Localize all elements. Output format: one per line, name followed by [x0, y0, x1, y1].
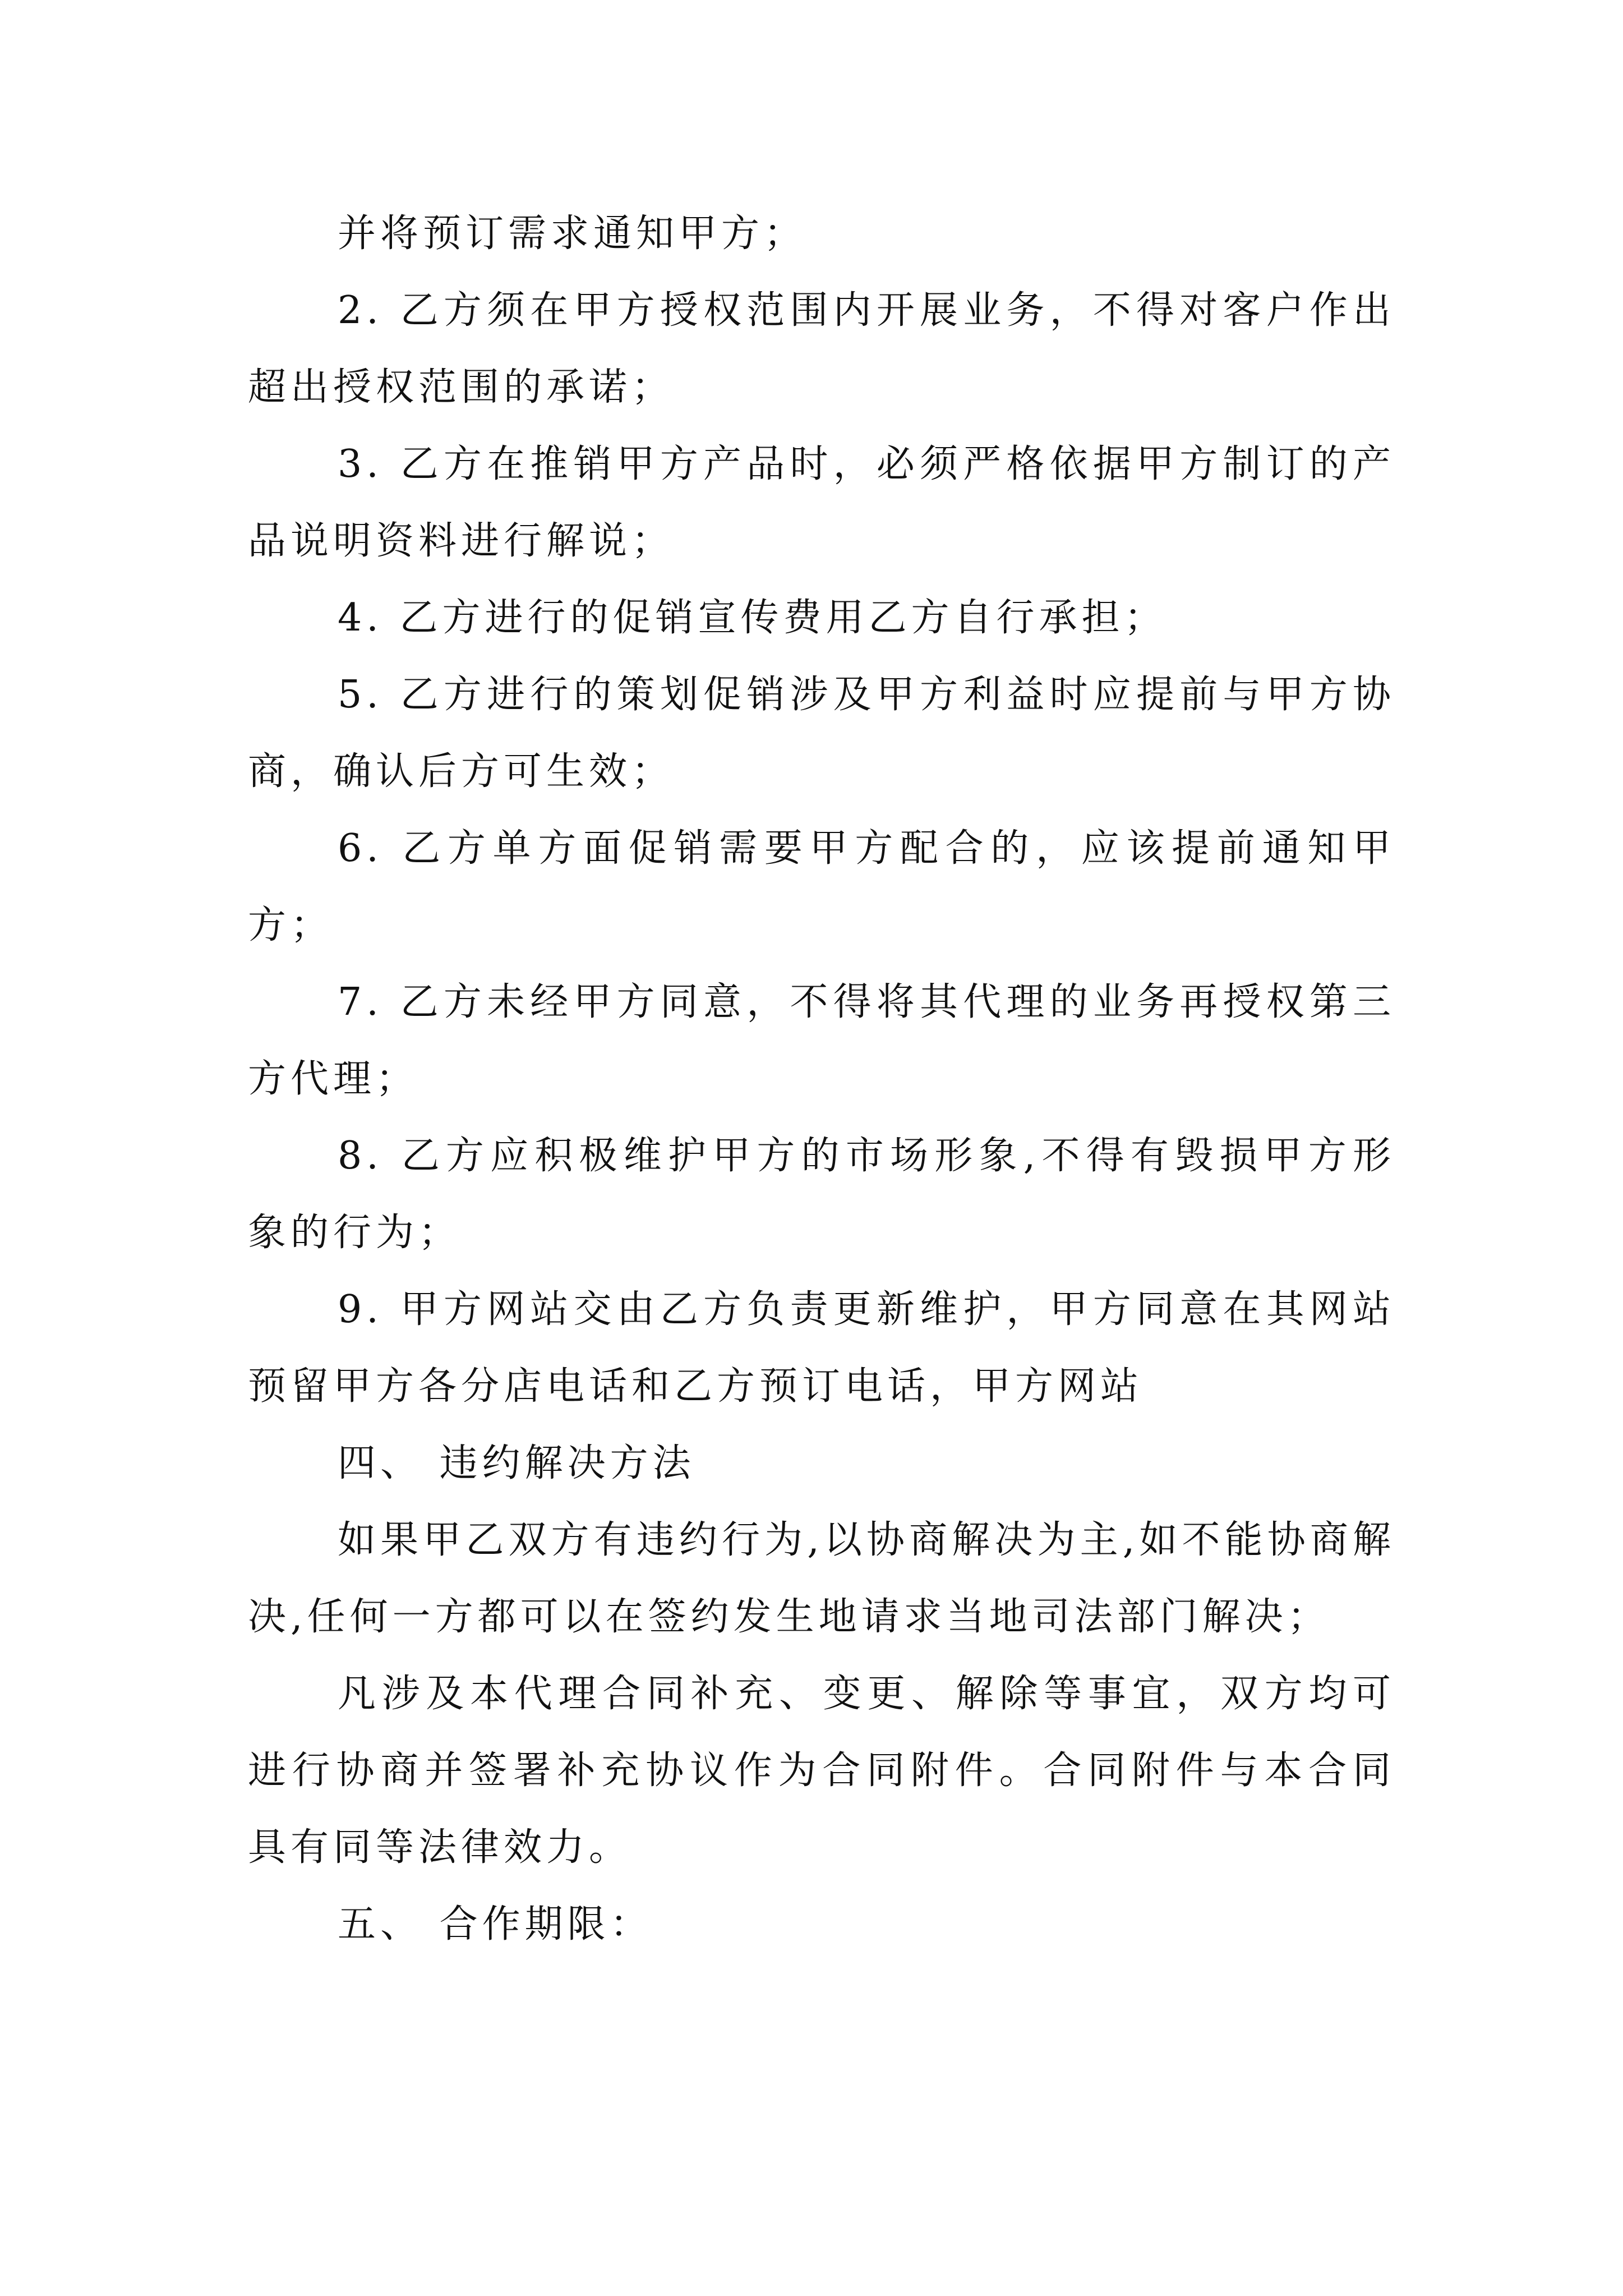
paragraph-booking-notice: 并将预订需求通知甲方；	[338, 211, 807, 256]
document-body	[248, 195, 1395, 1963]
paragraph-item-4: 4. 乙方进行的促销宣传费用乙方自行承担；	[338, 596, 1167, 640]
paragraph-item-3: 3. 乙方在推销甲方产品时，必须严格依据甲方制订的产品说明资料进行解说；	[248, 442, 1395, 563]
paragraph-item-9: 9. 甲方网站交由乙方负责更新维护，甲方同意在其网站预留甲方各分店电话和乙方预订电话，甲方网站	[248, 1287, 1395, 1409]
paragraph-breach-resolution: 如果甲乙双方有违约行为,以协商解决为主,如不能协商解决,任何一方都可以在签约发生地请求当地司法部门解决；	[248, 1518, 1395, 1639]
paragraph-item-2: 2. 乙方须在甲方授权范围内开展业务，不得对客户作出超出授权范围的承诺；	[248, 288, 1395, 409]
paragraph-contract-amendment: 凡涉及本代理合同补充、变更、解除等事宜，双方均可进行协商并签署补充协议作为合同附件。合同附件与本合同具有同等法律效力。	[248, 1672, 1395, 1870]
paragraph-item-7: 7. 乙方未经甲方同意，不得将其代理的业务再授权第三方代理；	[248, 980, 1395, 1101]
section-heading-breach: 四、 违约解决方法	[338, 1441, 695, 1485]
paragraph-item-8: 8. 乙方应积极维护甲方的市场形象,不得有毁损甲方形象的行为；	[248, 1134, 1395, 1255]
section-heading-term: 五、 合作期限：	[338, 1902, 653, 1947]
paragraph-item-6: 6. 乙方单方面促销需要甲方配合的，应该提前通知甲方；	[248, 826, 1395, 947]
paragraph-item-5: 5. 乙方进行的策划促销涉及甲方利益时应提前与甲方协商，确认后方可生效；	[248, 673, 1395, 794]
